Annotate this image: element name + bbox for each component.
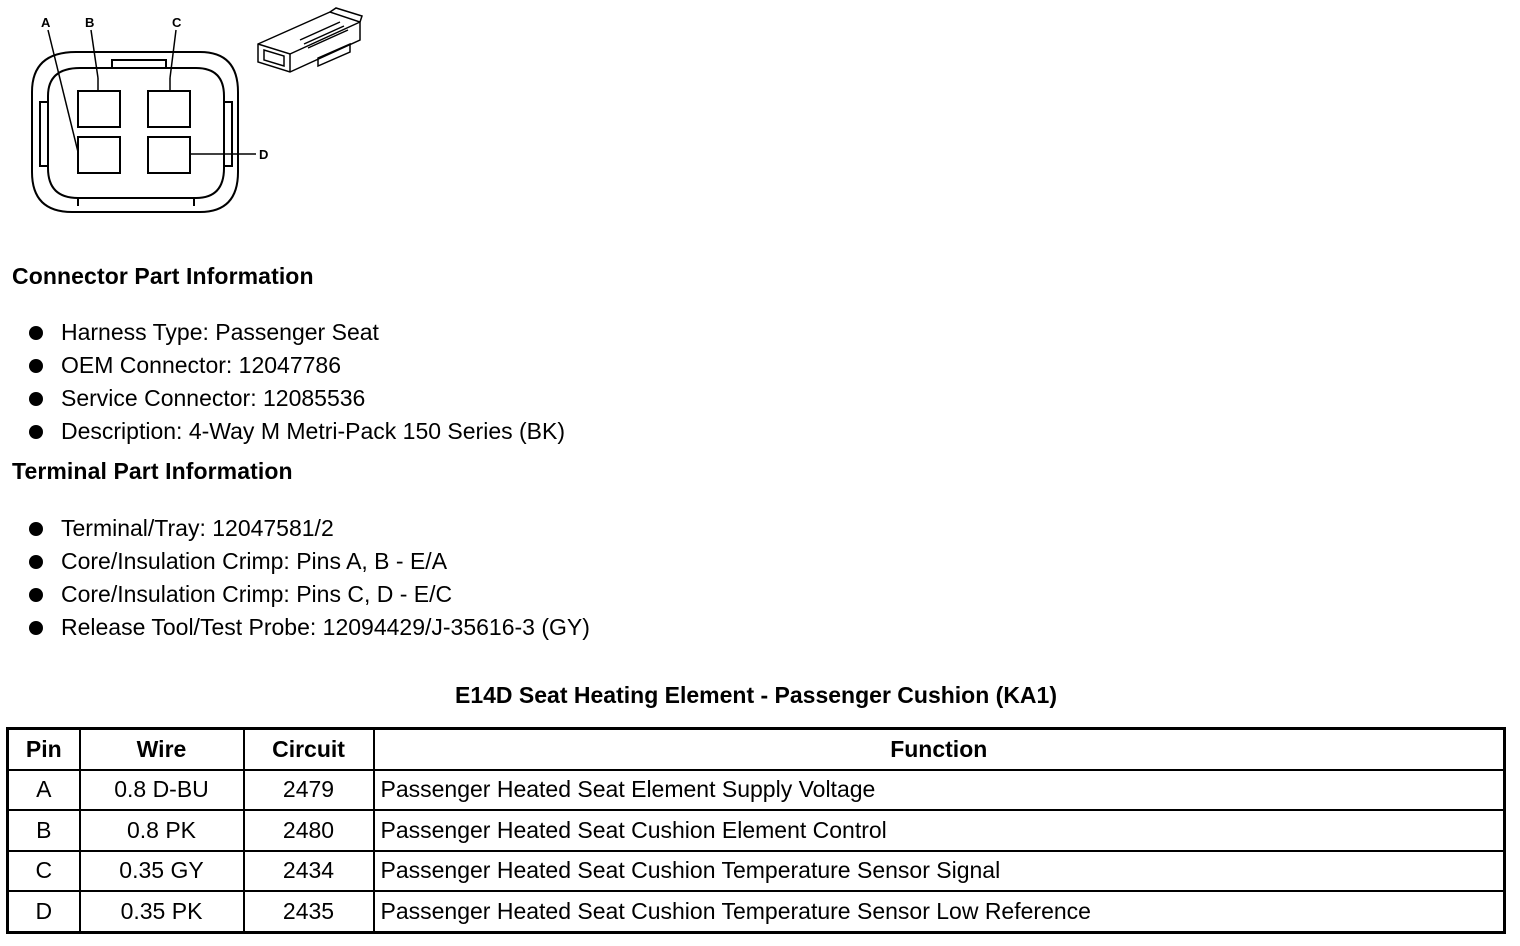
cell-circuit: 2435 — [244, 891, 374, 932]
connector-info-heading: Connector Part Information — [12, 263, 314, 289]
cell-function: Passenger Heated Seat Cushion Temperature Sensor Signal — [374, 851, 1505, 892]
list-item — [0, 316, 565, 349]
table-row — [8, 891, 1505, 932]
terminal-info-list — [0, 512, 590, 644]
pinout-table-title: E14D Seat Heating Element - Passenger Cushion (KA1) — [455, 682, 1057, 708]
cell-circuit: 2479 — [244, 770, 374, 811]
column-header-wire: Wire — [80, 729, 244, 770]
list-item-text: Description: 4-Way M Metri-Pack 150 Series (BK) — [61, 418, 566, 444]
cell-circuit: 2480 — [244, 810, 374, 851]
connector-face-drawing — [0, 0, 380, 220]
pin-label-b: B — [85, 15, 95, 30]
cell-pin: B — [8, 810, 80, 851]
column-header-circuit: Circuit — [244, 729, 374, 770]
connector-info-list — [0, 316, 565, 448]
bullet-icon — [29, 326, 43, 340]
list-item — [0, 349, 565, 382]
cell-pin: A — [8, 770, 80, 811]
pin-label-c: C — [172, 15, 182, 30]
pinout-table — [6, 727, 1506, 934]
column-header-pin: Pin — [8, 729, 80, 770]
list-item — [0, 545, 590, 578]
cell-function: Passenger Heated Seat Cushion Element Control — [374, 810, 1505, 851]
list-item-text: Harness Type: Passenger Seat — [61, 319, 379, 345]
cell-function: Passenger Heated Seat Element Supply Voltage — [374, 770, 1505, 811]
list-item — [0, 415, 565, 448]
pin-label-d: D — [259, 147, 269, 162]
bullet-icon — [29, 555, 43, 569]
list-item-text: Core/Insulation Crimp: Pins C, D - E/C — [61, 581, 453, 607]
bullet-icon — [29, 425, 43, 439]
cell-wire: 0.35 GY — [80, 851, 244, 892]
cell-wire: 0.8 PK — [80, 810, 244, 851]
list-item-text: Release Tool/Test Probe: 12094429/J-35616-3 (GY) — [61, 614, 590, 640]
cell-circuit: 2434 — [244, 851, 374, 892]
list-item-text: Core/Insulation Crimp: Pins A, B - E/A — [61, 548, 448, 574]
table-header-row — [8, 729, 1505, 770]
table-row — [8, 851, 1505, 892]
list-item — [0, 382, 565, 415]
list-item — [0, 611, 590, 644]
cell-wire: 0.35 PK — [80, 891, 244, 932]
list-item-text: Terminal/Tray: 12047581/2 — [61, 515, 334, 541]
bullet-icon — [29, 588, 43, 602]
pin-label-a: A — [41, 15, 51, 30]
table-row — [8, 770, 1505, 811]
terminal-info-heading: Terminal Part Information — [12, 458, 293, 484]
list-item-text: OEM Connector: 12047786 — [61, 352, 342, 378]
cell-pin: D — [8, 891, 80, 932]
list-item-text: Service Connector: 12085536 — [61, 385, 366, 411]
list-item — [0, 578, 590, 611]
bullet-icon — [29, 621, 43, 635]
bullet-icon — [29, 392, 43, 406]
cell-wire: 0.8 D-BU — [80, 770, 244, 811]
table-row — [8, 810, 1505, 851]
bullet-icon — [29, 522, 43, 536]
bullet-icon — [29, 359, 43, 373]
column-header-function: Function — [374, 729, 1505, 770]
cell-function: Passenger Heated Seat Cushion Temperature Sensor Low Reference — [374, 891, 1505, 932]
list-item — [0, 512, 590, 545]
connector-face-diagram — [0, 0, 380, 220]
cell-pin: C — [8, 851, 80, 892]
